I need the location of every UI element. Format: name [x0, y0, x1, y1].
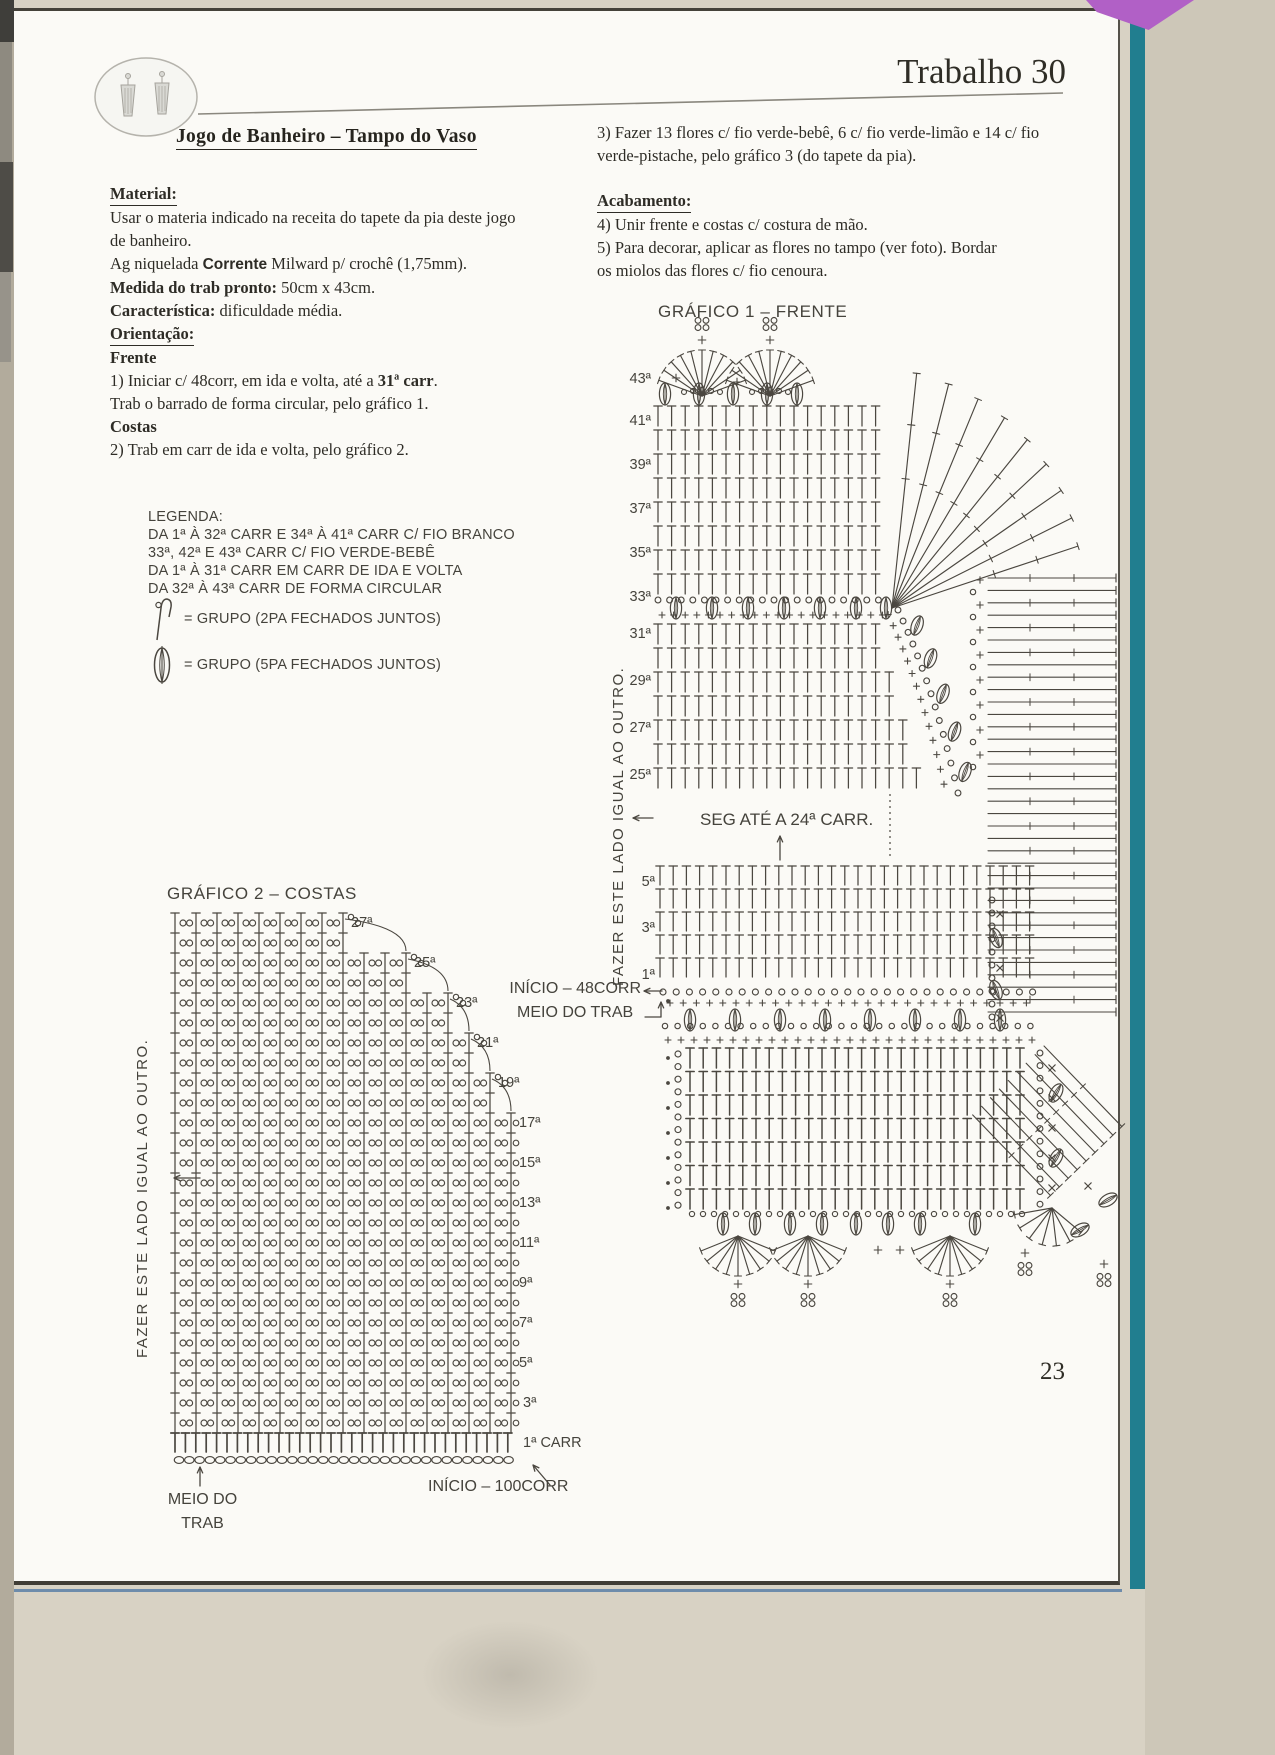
svg-text:43ª: 43ª [629, 371, 651, 387]
scan-backdrop-right [1145, 0, 1275, 1755]
grafico1-title: GRÁFICO 1 – FRENTE [658, 302, 848, 321]
acabamento-heading: Acabamento: [597, 189, 691, 213]
acabamento-item: os miolos das flores c/ fio cenoura. [597, 261, 828, 280]
svg-text:39ª: 39ª [629, 457, 651, 473]
costas-subheading: Costas [110, 417, 157, 436]
article-title: Jogo de Banheiro – Tampo do Vaso [176, 126, 477, 150]
svg-text:27ª: 27ª [351, 915, 373, 931]
svg-text:25ª: 25ª [629, 767, 651, 783]
svg-text:1ª CARR: 1ª CARR [523, 1435, 582, 1451]
page-number: 23 [1040, 1358, 1065, 1385]
scan-smudge [420, 1620, 600, 1730]
material-line: de banheiro. [110, 231, 192, 250]
material-line: Usar o materia indicado na receita do tapete da pia deste jogo [110, 208, 516, 227]
scan-left-edge-dark [0, 0, 14, 42]
group-2pa-icon [152, 596, 178, 642]
grafico1-inicio-label: INÍCIO – 48CORR [509, 980, 641, 997]
svg-text:35ª: 35ª [629, 545, 651, 561]
svg-text:37ª: 37ª [629, 501, 651, 517]
frente-subheading: Frente [110, 348, 157, 367]
teal-edge-strip [1130, 12, 1145, 1589]
step3-line: verde-pistache, pelo gráfico 3 (do tapete da pia). [597, 146, 917, 165]
svg-text:19ª: 19ª [498, 1075, 520, 1091]
svg-text:9ª: 9ª [519, 1275, 533, 1291]
grafico2-inicio-label: INÍCIO – 100CORR [428, 1478, 569, 1495]
svg-text:41ª: 41ª [629, 413, 651, 429]
brand-name: Corrente [202, 256, 268, 273]
svg-text:17ª: 17ª [519, 1115, 541, 1131]
page-header-label: Trabalho 30 [897, 52, 1066, 91]
scan-left-edge-mid [0, 42, 12, 162]
svg-text:29ª: 29ª [629, 673, 651, 689]
svg-text:15ª: 15ª [519, 1155, 541, 1171]
legend-line: DA 1ª À 31ª CARR EM CARR DE IDA E VOLTA [148, 563, 463, 579]
svg-text:33ª: 33ª [629, 589, 651, 605]
svg-text:23ª: 23ª [456, 995, 478, 1011]
acabamento-item: 5) Para decorar, aplicar as flores no tampo (ver foto). Bordar [597, 238, 997, 257]
svg-text:31ª: 31ª [629, 626, 651, 642]
acabamento-item: 4) Unir frente e costas c/ costura de mão. [597, 215, 868, 234]
svg-text:25ª: 25ª [414, 955, 436, 971]
svg-text:7ª: 7ª [519, 1315, 533, 1331]
step3-paragraph [597, 121, 1039, 167]
grafico2-meio-label: MEIO DO TRAB [167, 1491, 238, 1532]
svg-text:11ª: 11ª [519, 1235, 540, 1251]
orientacao-heading: Orientação: [110, 322, 194, 346]
step3-line: 3) Fazer 13 flores c/ fio verde-bebê, 6 c/ fio verde-limão e 14 c/ fio [597, 123, 1040, 142]
scan-left-edge-light [0, 272, 11, 362]
orientacao-item: Trab o barrado de forma circular, pelo gráfico 1. [110, 394, 429, 413]
svg-text:3ª: 3ª [523, 1395, 537, 1411]
logo-ellipse [95, 58, 197, 136]
material-line: Ag niquelada Corrente Milward p/ crochê (1,75mm). [110, 254, 467, 273]
grafico2-title: GRÁFICO 2 – COSTAS [167, 884, 357, 903]
orientacao-section [110, 322, 438, 461]
grafico1-side-note: FAZER ESTE LADO IGUAL AO OUTRO. [610, 666, 627, 986]
orientacao-item: 1) Iniciar c/ 48corr, em ida e volta, até a 31ª carr. [110, 371, 438, 390]
material-line: Medida do trab pronto: 50cm x 43cm. [110, 278, 376, 297]
grafico1-seg-note: SEG ATÉ A 24ª CARR. [700, 810, 874, 829]
legend-line: DA 1ª À 32ª CARR E 34ª À 41ª CARR C/ FIO BRANCO [148, 527, 515, 543]
grafico1-meio-label: MEIO DO TRAB [517, 1004, 634, 1021]
scan-left-edge-blotch [0, 162, 13, 272]
grafico2-side-note: FAZER ESTE LADO IGUAL AO OUTRO. [134, 1038, 151, 1358]
legend-line: 33ª, 42ª E 43ª CARR C/ FIO VERDE-BEBÊ [148, 545, 436, 561]
legend-symbol1-label: = GRUPO (2PA FECHADOS JUNTOS) [184, 611, 442, 627]
svg-text:13ª: 13ª [519, 1195, 541, 1211]
grafico2-chart [125, 885, 595, 1545]
material-line: Característica: dificuldade média. [110, 301, 343, 320]
legend-symbol2-label: = GRUPO (5PA FECHADOS JUNTOS) [184, 657, 442, 673]
material-heading: Material: [110, 182, 177, 206]
page-bottom-shadow [14, 1589, 1122, 1592]
svg-text:27ª: 27ª [629, 720, 651, 736]
svg-text:5ª: 5ª [641, 874, 655, 890]
acabamento-section [597, 189, 997, 282]
svg-text:3ª: 3ª [641, 920, 655, 936]
group-5pa-icon [150, 642, 176, 688]
legend-line: DA 32ª À 43ª CARR DE FORMA CIRCULAR [148, 581, 443, 597]
svg-text:21ª: 21ª [477, 1035, 499, 1051]
svg-text:1ª: 1ª [641, 967, 655, 983]
orientacao-item: 2) Trab em carr de ida e volta, pelo gráfico 2. [110, 440, 409, 459]
svg-text:5ª: 5ª [519, 1355, 533, 1371]
header-rule-line [198, 93, 1063, 114]
legend-heading: LEGENDA: [148, 509, 223, 525]
